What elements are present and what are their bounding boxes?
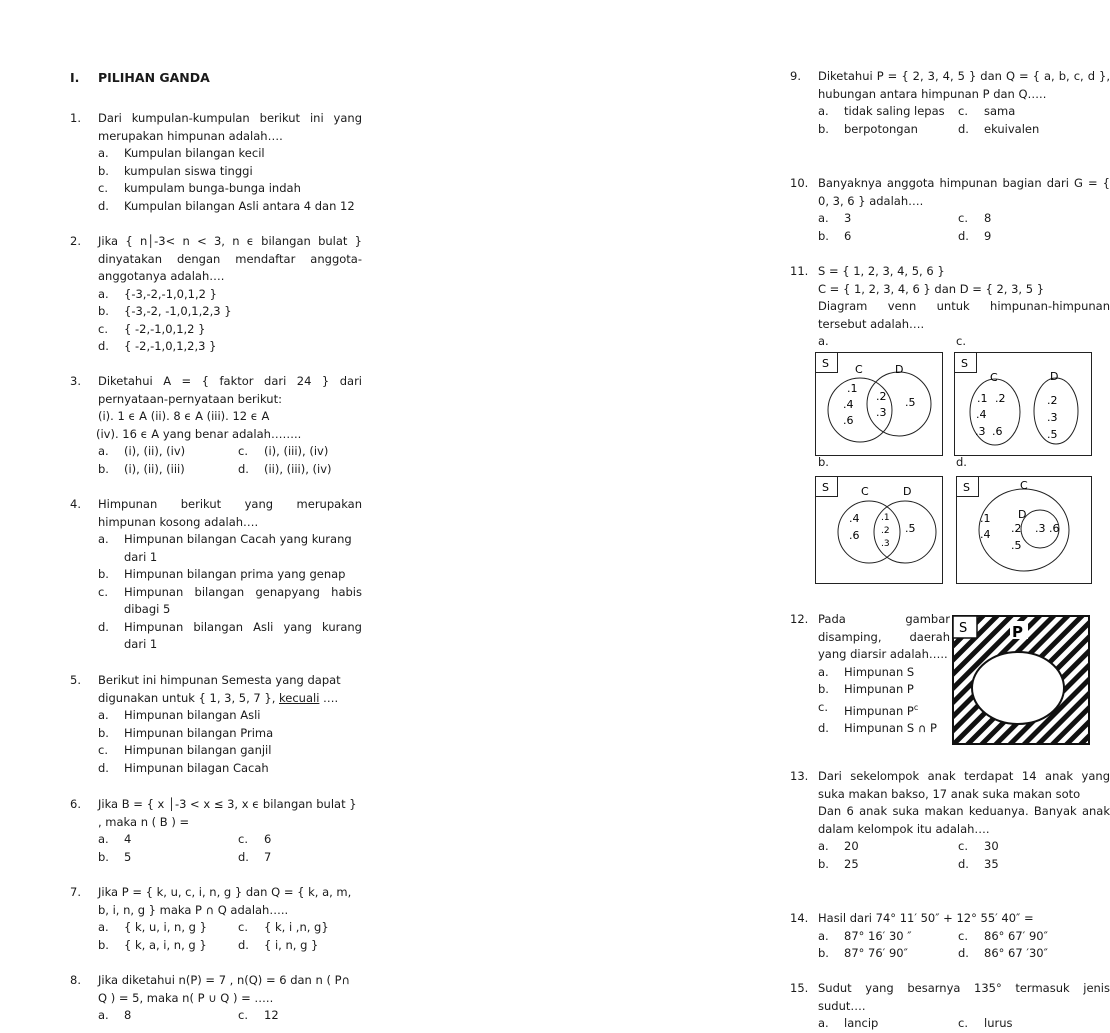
option-letter: c.	[98, 584, 108, 599]
option-text: Himpunan bilangan Cacah yang kurang dari 1	[124, 532, 352, 564]
option-text: 4	[124, 832, 132, 846]
element: .2	[881, 526, 890, 536]
option-text: Kumpulan bilangan kecil	[124, 146, 265, 160]
option-c[interactable]	[238, 919, 362, 937]
option-text: Himpunan bilangan prima yang genap	[124, 567, 346, 581]
option-letter: c.	[238, 444, 248, 458]
option-text: sama	[984, 104, 1016, 118]
option-text: { k, a, i, n, g }	[124, 937, 207, 952]
question-text: Diagram venn untuk himpunan-himpunan tersebut adalah….	[818, 299, 1110, 331]
option-letter: a.	[818, 104, 829, 118]
option-letter: d.	[98, 198, 109, 213]
option-c[interactable]	[98, 584, 362, 619]
complement-superscript: c	[913, 702, 919, 712]
element: .3	[881, 539, 890, 549]
question-text: Sudut yang besarnya 135° termasuk jenis sudut….	[818, 981, 1110, 1013]
option-text: 25	[844, 856, 859, 871]
option-letter: a.	[818, 839, 829, 853]
option-letter: b.	[818, 228, 829, 243]
option-d[interactable]	[98, 198, 362, 216]
option-c[interactable]	[958, 103, 1110, 121]
option-text: (i), (iii), (iv)	[264, 444, 329, 458]
option-text: 86° 67′ 90″	[984, 928, 1048, 943]
option-b[interactable]	[818, 856, 958, 874]
element: .1	[977, 392, 988, 405]
option-a[interactable]	[818, 838, 958, 856]
option-letter: d.	[958, 228, 969, 243]
option-a[interactable]	[818, 210, 958, 228]
universal-set-box	[816, 477, 943, 584]
option-d[interactable]	[958, 228, 1110, 246]
option-letter: d.	[818, 720, 829, 735]
option-c-label[interactable]: c.	[956, 334, 966, 348]
option-letter: c.	[238, 832, 248, 846]
question-text: Jika B = { x │-3 < x ≤ 3, x ϵ bilangan bulat } , maka n ( B ) =	[98, 797, 357, 829]
option-letter: b.	[98, 937, 109, 952]
option-a[interactable]	[98, 443, 238, 461]
option-letter: b.	[98, 163, 109, 178]
universal-set-box	[957, 477, 1092, 584]
option-letter: c.	[98, 743, 108, 757]
option-letter: d.	[98, 339, 109, 353]
element: .2	[876, 390, 887, 403]
option-letter: b.	[98, 849, 109, 864]
question-text: Himpunan berikut yang merupakan himpunan kosong adalah….	[98, 497, 362, 529]
option-letter: b.	[818, 682, 829, 696]
question-number: 2.	[70, 234, 81, 248]
option-letter: b.	[98, 304, 109, 318]
universal-set-box	[816, 353, 943, 456]
element: .1	[980, 512, 991, 525]
question-text: Jika { n│-3< n < 3, n ϵ bilangan bulat } dinyatakan dengan mendaftar anggota-anggotanya adalah….	[98, 234, 362, 283]
question-statements: (i). 1 ϵ A (ii). 8 ϵ A (iii). 12 ϵ A	[98, 409, 270, 423]
option-d[interactable]	[238, 461, 362, 479]
element: .3 .6	[1035, 522, 1060, 535]
option-letter: a.	[98, 286, 109, 301]
universal-set-box	[955, 353, 1092, 456]
d-label: D	[1050, 370, 1059, 383]
option-b[interactable]	[818, 228, 958, 246]
option-c[interactable]	[98, 180, 362, 198]
option-d[interactable]	[818, 720, 950, 738]
option-c[interactable]	[238, 1007, 362, 1025]
question-text: Dari kumpulan-kumpulan berikut ini yang merupakan himpunan adalah….	[98, 111, 362, 143]
option-text: { -2,-1,0,1,2,3 }	[124, 339, 217, 353]
option-letter: c.	[958, 839, 968, 853]
c-label: C	[990, 371, 998, 384]
option-text: 9	[984, 228, 992, 243]
question-text: Dari sekelompok anak terdapat 14 anak yang suka makan bakso, 17 anak suka makan soto	[818, 769, 1110, 801]
option-c[interactable]	[958, 1015, 1110, 1033]
option-a[interactable]	[818, 664, 950, 682]
option-b[interactable]	[818, 121, 958, 139]
option-b[interactable]	[98, 461, 238, 479]
option-d[interactable]	[238, 937, 362, 955]
option-d[interactable]	[238, 849, 362, 867]
s-label: S	[959, 621, 968, 636]
option-letter: a.	[818, 928, 829, 943]
option-letter: b.	[818, 121, 829, 136]
option-b[interactable]	[818, 681, 950, 699]
circle-d	[867, 372, 931, 436]
question-text: Hasil dari 74° 11′ 50″ + 12° 55′ 40″ =	[818, 911, 1034, 925]
question-number: 15.	[790, 981, 809, 995]
c-label: C	[1020, 479, 1028, 492]
element: .3	[876, 406, 887, 419]
question-text	[98, 672, 362, 707]
option-letter: a.	[98, 444, 109, 458]
c-label: C	[855, 363, 863, 376]
option-b[interactable]	[818, 945, 958, 963]
option-text: ekuivalen	[984, 121, 1040, 136]
option-letter: d.	[958, 946, 969, 960]
option-letter: c.	[818, 699, 828, 714]
element: .5	[905, 396, 916, 409]
option-b[interactable]	[98, 937, 238, 955]
question-number: 10.	[790, 176, 809, 190]
option-letter: c.	[238, 1008, 248, 1022]
underlined-word: kecuali	[279, 690, 320, 705]
option-d[interactable]	[958, 121, 1110, 139]
option-letter: a.	[98, 920, 109, 934]
option-text: berpotongan	[844, 121, 918, 136]
element: .5	[1047, 428, 1058, 441]
option-b[interactable]	[98, 849, 238, 867]
option-c[interactable]	[98, 321, 362, 339]
option-letter: d.	[238, 849, 249, 864]
element: .5	[1011, 539, 1022, 552]
option-text: {-3,-2,-1,0,1,2 }	[124, 286, 217, 301]
option-text: {-3,-2, -1,0,1,2,3 }	[124, 304, 232, 318]
option-text: kumpulan siswa tinggi	[124, 163, 253, 178]
option-text: Himpunan P	[844, 703, 914, 718]
option-text: 87° 76′ 90″	[844, 946, 908, 960]
option-text: { -2,-1,0,1,2 }	[124, 321, 206, 336]
option-text: 12	[264, 1008, 279, 1022]
d-label: D	[903, 485, 912, 498]
option-letter: c.	[958, 928, 968, 943]
option-b[interactable]	[98, 163, 362, 181]
option-letter: a.	[98, 532, 109, 546]
question-text: Diketahui P = { 2, 3, 4, 5 } dan Q = { a, b, c, d }, hubungan antara himpunan P dan Q…..	[818, 69, 1110, 101]
question-number: 1.	[70, 111, 81, 125]
option-text: 5	[124, 849, 132, 864]
question-number: 5.	[70, 673, 81, 687]
option-text: Himpunan bilangan ganjil	[124, 743, 272, 757]
option-text: { k, i ,n, g}	[264, 920, 329, 934]
option-letter: a.	[98, 146, 109, 160]
d-label: D	[1018, 508, 1027, 521]
option-text: 3	[844, 211, 852, 225]
option-text: (i), (ii), (iv)	[124, 444, 186, 458]
question-text: Jika diketahui n(P) = 7 , n(Q) = 6 dan n ( P∩ Q ) = 5, maka n( P ∪ Q ) = …..	[98, 973, 350, 1005]
option-text: 87° 16′ 30 ″	[844, 928, 912, 943]
option-text: kumpulam bunga-bunga indah	[124, 181, 301, 195]
option-a[interactable]	[98, 707, 362, 725]
option-b[interactable]	[98, 725, 362, 743]
venn-diagram-a[interactable]	[815, 352, 943, 456]
section-heading	[70, 70, 210, 85]
question-number: 3.	[70, 374, 81, 388]
option-text: Himpunan bilangan genapyang habis dibagi 5	[124, 584, 362, 616]
option-d[interactable]	[958, 945, 1110, 963]
question-text: Pada gambar disamping, daerah yang diarsir adalah…..	[818, 612, 950, 661]
option-text: Himpunan bilangan Asli	[124, 708, 261, 722]
option-letter: a.	[98, 832, 109, 846]
option-letter: c.	[958, 1016, 968, 1030]
s-label: S	[961, 357, 968, 370]
option-letter: d.	[238, 461, 249, 476]
option-c[interactable]	[958, 838, 1110, 856]
question-text-tail: ….	[323, 690, 339, 705]
option-text: (i), (ii), (iii)	[124, 461, 185, 476]
element: .1	[881, 513, 890, 523]
option-c[interactable]	[818, 699, 950, 720]
question-number: 8.	[70, 973, 81, 987]
question-number: 9.	[790, 69, 801, 83]
option-a[interactable]	[818, 103, 958, 121]
element: .4	[976, 408, 987, 421]
option-b[interactable]	[98, 566, 362, 584]
option-a[interactable]	[98, 286, 362, 304]
venn-diagram-c[interactable]	[954, 352, 1092, 456]
question-number: 11.	[790, 264, 809, 278]
option-d-label[interactable]: d.	[956, 455, 967, 469]
option-a[interactable]	[98, 1007, 238, 1025]
option-d[interactable]	[98, 760, 362, 778]
shaded-venn-figure	[952, 615, 1090, 745]
option-letter: a.	[98, 1008, 109, 1022]
s-label: S	[963, 481, 970, 494]
circle-c	[838, 501, 900, 563]
option-b-label[interactable]: b.	[818, 455, 829, 469]
option-a[interactable]	[98, 145, 362, 163]
option-d[interactable]	[98, 619, 362, 654]
option-text: 20	[844, 839, 859, 853]
option-a[interactable]	[818, 928, 958, 946]
option-letter: a.	[818, 1016, 829, 1030]
question-number: 13.	[790, 769, 809, 783]
option-letter: c.	[958, 211, 968, 225]
question-text: Jika P = { k, u, c, i, n, g } dan Q = { k, a, m, b, i, n, g } maka P ∩ Q adalah…..	[98, 885, 352, 917]
element: .2	[995, 392, 1006, 405]
question-statements: (iv). 16 ϵ A yang benar adalah……..	[96, 426, 302, 441]
option-letter: a.	[818, 211, 829, 225]
option-letter: d.	[958, 121, 969, 136]
option-c[interactable]	[238, 443, 362, 461]
option-text: Himpunan bilangan Asli yang kurang dari 1	[124, 619, 362, 651]
option-text: 86° 67 ′30″	[984, 946, 1048, 960]
option-letter: c.	[238, 920, 248, 934]
option-text: (ii), (iii), (iv)	[264, 461, 332, 476]
set-c-d: C = { 1, 2, 3, 4, 6 } dan D = { 2, 3, 5 }	[818, 281, 1045, 296]
option-text: lurus	[984, 1016, 1013, 1030]
option-letter: b.	[98, 567, 109, 581]
question-text: Diketahui A = { faktor dari 24 } dari pernyataan-pernyataan berikut:	[98, 374, 362, 406]
question-number: 12.	[790, 612, 809, 626]
set-s: S = { 1, 2, 3, 4, 5, 6 }	[818, 264, 945, 278]
option-a[interactable]	[98, 919, 238, 937]
question-text: Banyaknya anggota himpunan bagian dari G = { 0, 3, 6 } adalah….	[818, 176, 1110, 208]
option-c[interactable]	[958, 928, 1110, 946]
option-letter: d.	[958, 856, 969, 871]
option-c[interactable]	[958, 210, 1110, 228]
option-text: 8	[124, 1008, 132, 1022]
option-letter: b.	[98, 725, 109, 740]
element: .4	[980, 528, 991, 541]
c-label: C	[861, 485, 869, 498]
option-text: Himpunan S	[844, 664, 915, 679]
option-text: lancip	[844, 1016, 879, 1030]
option-d[interactable]	[98, 338, 362, 356]
question-text-2: Dan 6 anak suka makan keduanya. Banyak anak dalam kelompok itu adalah….	[818, 804, 1110, 836]
set-p-ellipse	[972, 652, 1064, 724]
option-letter: d.	[98, 760, 109, 775]
element: .2	[1011, 522, 1022, 535]
option-text: 6	[264, 832, 272, 846]
option-letter: b.	[818, 856, 829, 871]
element: .2	[1047, 394, 1058, 407]
option-letter: a.	[98, 708, 109, 722]
s-label: S	[822, 357, 829, 370]
element: .4	[849, 512, 860, 525]
option-letter: d.	[238, 937, 249, 952]
section-number: I.	[70, 70, 80, 85]
element: .6	[992, 425, 1003, 438]
element: .6	[849, 529, 860, 542]
option-c[interactable]	[238, 831, 362, 849]
option-text: 35	[984, 856, 999, 871]
option-letter: c.	[98, 181, 108, 195]
option-letter: d.	[98, 619, 109, 634]
option-text: Himpunan P	[844, 682, 914, 696]
section-title: PILIHAN GANDA	[98, 70, 210, 85]
venn-diagram-d[interactable]	[956, 476, 1092, 584]
option-letter: c.	[98, 321, 108, 336]
element: .5	[905, 522, 916, 535]
question-number: 6.	[70, 797, 81, 811]
d-label: D	[895, 363, 904, 376]
option-text: 8	[984, 211, 992, 225]
option-text: 6	[844, 228, 852, 243]
element: .6	[843, 414, 854, 427]
s-label: S	[822, 481, 829, 494]
element: .3	[975, 425, 986, 438]
option-b[interactable]	[98, 303, 362, 321]
option-letter: a.	[818, 664, 829, 679]
element: .4	[843, 398, 854, 411]
venn-diagram-b[interactable]	[815, 476, 943, 584]
question-number: 7.	[70, 885, 81, 899]
question-number: 14.	[790, 911, 809, 925]
option-d[interactable]	[958, 856, 1110, 874]
option-text: Himpunan bilangan Prima	[124, 725, 274, 740]
option-text: Himpunan bilagan Cacah	[124, 760, 269, 775]
option-text: Himpunan S ∩ P	[844, 720, 937, 735]
option-text: 30	[984, 839, 999, 853]
option-letter: b.	[98, 461, 109, 476]
option-a[interactable]	[818, 1015, 958, 1033]
element: .3	[1047, 411, 1058, 424]
option-a[interactable]	[98, 531, 362, 566]
option-text: tidak saling lepas	[844, 104, 945, 118]
option-letter: c.	[958, 104, 968, 118]
question-text-main: Berikut ini himpunan Semesta yang dapat digunakan untuk { 1, 3, 5, 7 },	[98, 673, 341, 705]
option-letter: b.	[818, 946, 829, 960]
question-number: 4.	[70, 497, 81, 511]
option-a-label[interactable]: a.	[818, 334, 829, 348]
option-text: 7	[264, 849, 272, 864]
p-label: P	[1012, 623, 1023, 641]
option-text: { i, n, g }	[264, 937, 319, 952]
option-text: Kumpulan bilangan Asli antara 4 dan 12	[124, 198, 355, 213]
element: .1	[847, 382, 858, 395]
option-a[interactable]	[98, 831, 238, 849]
option-text: { k, u, i, n, g }	[124, 920, 207, 934]
option-c[interactable]	[98, 742, 362, 760]
